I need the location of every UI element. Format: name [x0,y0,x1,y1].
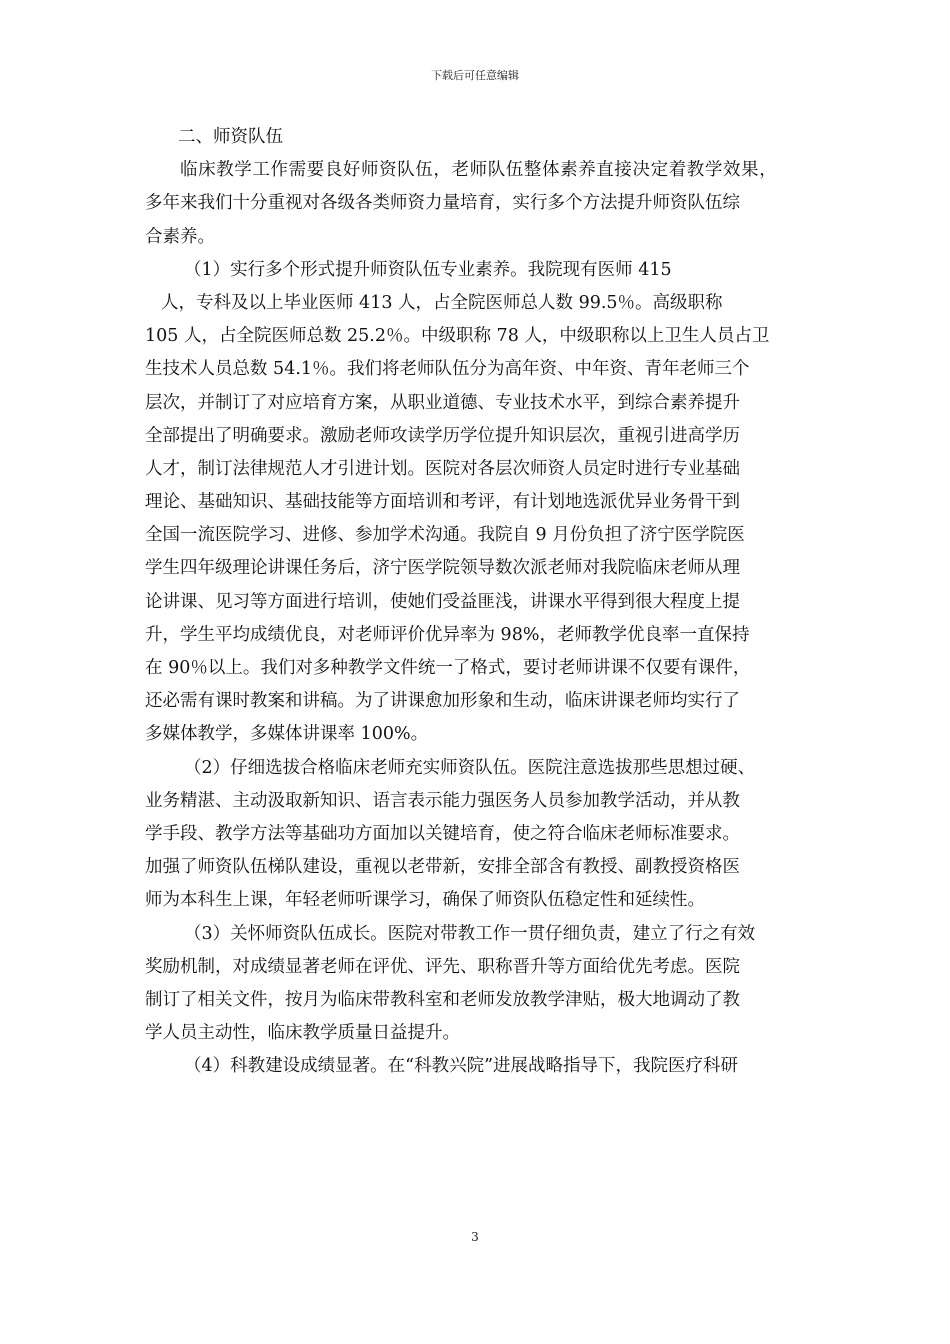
page-header: 下载后可任意编辑 [431,69,519,82]
text-line: 业务精湛、主动汲取新知识、语言表示能力强医务人员参加教学活动，并从教 [145,790,740,811]
text-line: 师为本科生上课，年轻老师听课学习，确保了师资队伍稳定性和延续性。 [145,890,705,911]
text-line: 人，专科及以上毕业医师 413 人，占全院医师总人数 99.5％。高级职称 [161,292,723,313]
text-line: （4）科教建设成绩显著。在“科教兴院”进展战略指导下，我院医疗科研 [184,1056,739,1077]
page-number: 3 [471,1230,479,1244]
text-line: 学手段、教学方法等基础功方面加以关键培育，使之符合临床老师标准要求。 [145,823,740,844]
text-line: 全部提出了明确要求。激励老师攻读学历学位提升知识层次，重视引进高学历 [145,425,740,446]
text-line: 学生四年级理论讲课任务后，济宁医学院领导数次派老师对我院临床老师从理 [145,558,740,579]
text-line: 临床教学工作需要良好师资队伍，老师队伍整体素养直接决定着教学效果， [180,160,778,181]
text-line: （3）关怀师资队伍成长。医院对带教工作一贯仔细负责，建立了行之有效 [184,923,756,944]
text-line: 在 90％以上。我们对多种教学文件统一了格式，要讨老师讲课不仅要有课件， [145,658,751,678]
text-line: 奖励机制，对成绩显著老师在评优、评先、职称晋升等方面给优先考虑。医院 [145,956,740,977]
text-line: 理论、基础知识、基础技能等方面培训和考评，有计划地选派优异业务骨干到 [145,492,740,513]
text-line: 人才，制订法律规范人才引进计划。医院对各层次师资人员定时进行专业基础 [145,458,740,479]
text-line: （1）实行多个形式提升师资队伍专业素养。我院现有医师 415 [184,259,672,280]
text-line: 多媒体教学，多媒体讲课率 100%。 [145,724,429,745]
text-line: 论讲课、见习等方面进行培训，使她们受益匪浅，讲课水平得到很大程度上提 [145,591,740,612]
section-title: 二、师资队伍 [178,127,283,147]
text-line: 生技术人员总数 54.1％。我们将老师队伍分为高年资、中年资、青年老师三个 [145,359,750,380]
text-line: 层次，并制订了对应培育方案，从职业道德、专业技术水平，到综合素养提升 [145,392,740,413]
text-line: 105 人，占全院医师总数 25.2％。中级职称 78 人，中级职称以上卫生人员占卫 [145,326,770,347]
text-line: 升，学生平均成绩优良，对老师评价优异率为 98%，老师教学优良率一直保持 [145,624,750,645]
text-line: 还必需有课时教案和讲稿。为了讲课愈加形象和生动，临床讲课老师均实行了 [145,691,740,712]
text-line: 学人员主动性，临床教学质量日益提升。 [145,1023,460,1044]
text-line: 加强了师资队伍梯队建设，重视以老带新，安排全部含有教授、副教授资格医 [145,857,740,878]
text-line: （2）仔细选拔合格临床老师充实师资队伍。医院注意选拔那些思想过硬、 [184,757,756,778]
text-line: 多年来我们十分重视对各级各类师资力量培育，实行多个方法提升师资队伍综 [145,193,740,214]
document-body [145,121,805,1083]
text-line: 制订了相关文件，按月为临床带教科室和老师发放教学津贴，极大地调动了教 [145,989,740,1010]
text-line: 合素养。 [145,226,215,247]
text-line: 全国一流医院学习、进修、参加学术沟通。我院自 9 月份负担了济宁医学院医 [145,525,745,546]
